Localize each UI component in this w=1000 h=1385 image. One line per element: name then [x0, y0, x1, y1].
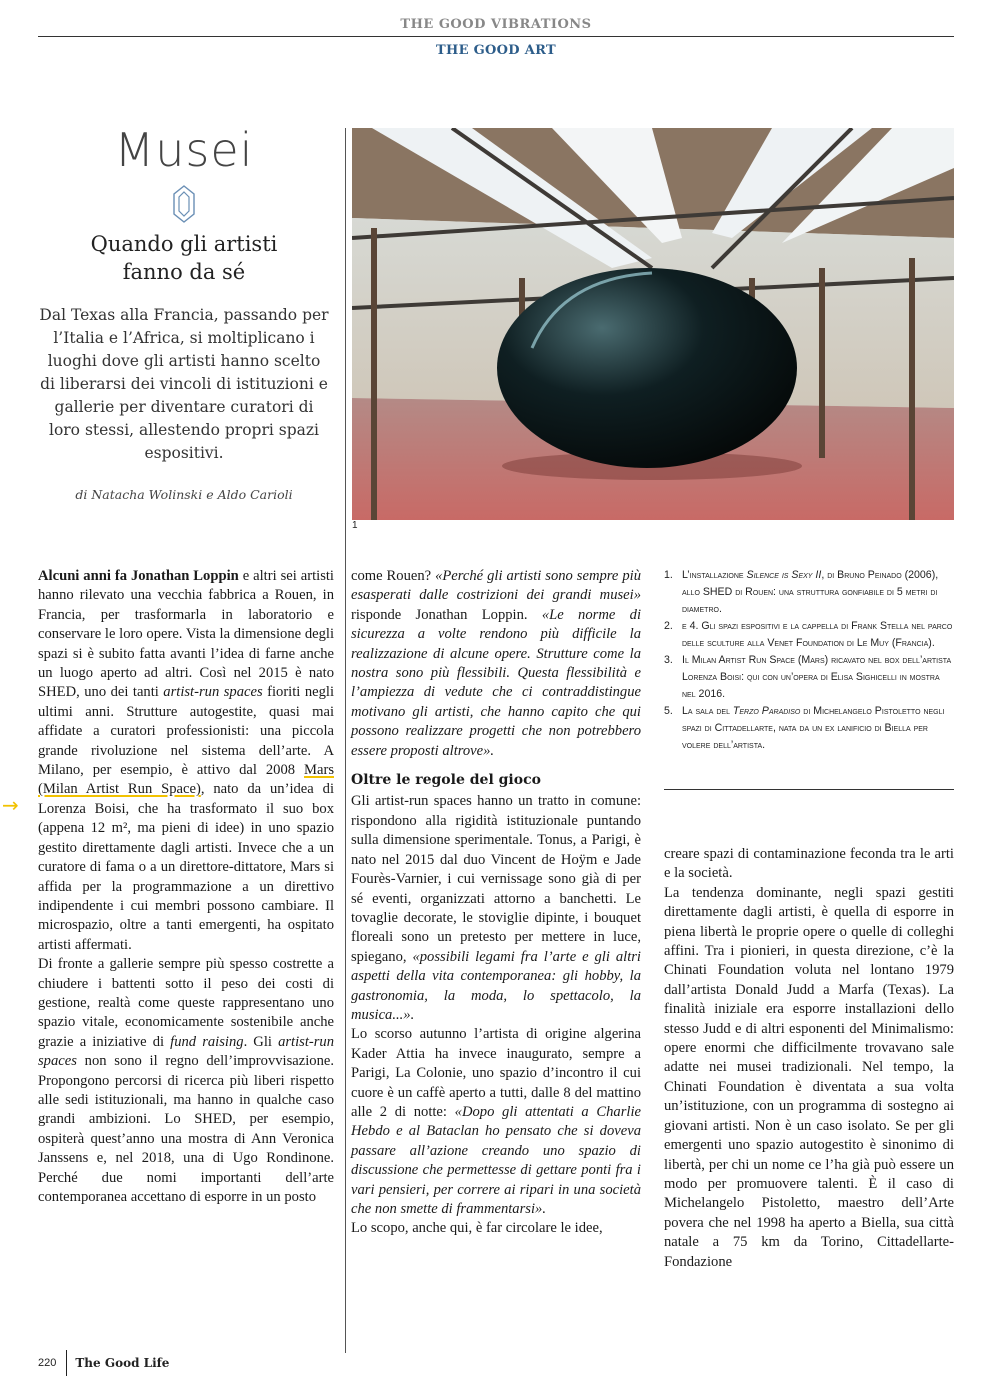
arrow-marker-icon: → [2, 793, 19, 817]
page-header [38, 14, 954, 65]
text-run: hanno un tratto in comune: rispondono alla rigidità istituzionale puntando sulla dimensione sperimentale. Tonus, a Parigi, è nato nel 2015 dal duo Vincent de Hoÿm e Jade Fourès-Varnier, i cui vernissage sono già di per sé eventi, organizzati attorno a banchetti. Le tovaglie decorate, le stoviglie dipinte, i bouquet floreali sono un pretesto per mettere in luce, spiegano, [351, 793, 642, 965]
text-run: risponde Jonathan Loppin. [351, 606, 542, 623]
body-column-3 [664, 845, 954, 1272]
article-byline: di Natacha Wolinski e Aldo Carioli [75, 487, 293, 502]
footer-divider [66, 1350, 67, 1376]
caption-item [664, 703, 954, 754]
text-run: di Michelangelo Pistoletto negli spazi di Cittadellarte, nata da un ex lanificio di Biella per volere dell’artista. [682, 705, 945, 751]
paragraph: La tendenza dominante, negli spazi gestiti direttamente dagli artisti, è quella di esporre in piena libertà le proprie opere o quelle di colleghi affini. Tra i pionieri, in questa direzione, c’è la Chinati Foundation voluta nel lontano 1979 dall’artista Donald Judd a Marfa (Texas). La finalità iniziale era esporre installazioni dello stesso Judd e di altri esponenti del Minimalismo: opere enormi che difficilmente trovavano sale adatte nei musei tradizionali. Nel tempo, la Chinati Foundation è diventata a sua volta un’istituzione, con un programma di sostegno ai giovani artisti. Non è un caso isolato. Se per gli emergenti uno spazio autogestito è sinonimo di libertà, per chi un nome ce l’ha già può essere un modo per promuovere talenti. È il caso di Michelangelo Pistoletto, maestro dell’Arte povera che nel 1998 ha aperto a Biella, sua città natale a 75 km da Torino, Cittadellarte-Fondazione [664, 884, 954, 1270]
hexagon-icon [172, 184, 196, 224]
article-dek: Dal Texas alla Francia, passando per l’Italia e l’Africa, si moltiplicano i luoghi dove gli artisti hanno scelto di liberarsi dei vincoli di istituzioni e gallerie per diventare curatori di loro stessi, allestendo propri spazi espositivi. [39, 306, 329, 462]
article-subtitle [38, 230, 330, 286]
photo-illustration [352, 128, 954, 520]
paragraph [351, 1025, 641, 1219]
article-title-block [38, 120, 330, 502]
quote: «Le norme di sicurezza a volte rendono più difficile la realizzazione di alcune opere. Strutture come la nostra sono più flessibili. Questa flessibilità e l’ampiezza di vedute che ci contraddistingue motivano gli artisti, che hanno capito che qui possono realizzare progetti che non potrebbero essere proposti altrove». [351, 606, 641, 759]
emphasis: artist-run spaces [38, 1033, 335, 1070]
paragraph: creare spazi di contaminazione feconda tra le arti e la società. [664, 846, 954, 882]
photo-captions [664, 567, 954, 754]
caption-number: 3. [664, 654, 673, 666]
text-run: come Rouen? [351, 568, 436, 584]
lead-in: Alcuni anni fa Jonathan Loppin [38, 568, 239, 584]
caption-item [664, 618, 954, 652]
magazine-name: The Good Life [75, 1356, 170, 1370]
paragraph: Lo scopo, anche qui, è far circolare le idee, [351, 1220, 603, 1237]
subtitle-line-2: fanno da sé [122, 260, 246, 284]
text-run: , di Bruno Peinado (2006), allo SHED di Rouen: una struttura gonfiabile di 5 metri di diametro. [682, 569, 939, 615]
column-divider [345, 128, 346, 1353]
body-column-1 [38, 567, 334, 1207]
text-run: L’installazione [682, 569, 747, 581]
quote: «Perché gli artisti sono sempre più esasperati dalle costrizioni dei grandi musei» [351, 568, 641, 604]
text-run: . Gli [243, 1033, 279, 1050]
emphasis: Silence is Sexy II [746, 569, 822, 581]
installation-photo [352, 128, 954, 520]
caption-number: 2. [664, 620, 673, 632]
text-run: e 4. Gli spazi espositivi e la cappella di Frank Stella nel parco delle sculture alla Venet Foundation di Le Muy (Francia). [682, 620, 953, 649]
quote: «possibili legami fra l’arte e gli altri aspetti della vita contemporanea: gli hobby, la gastronomia, la moda, lo spettacolo, la musica...». [351, 948, 641, 1023]
emphasis: Terzo Paradiso [732, 705, 801, 717]
caption-number: 1. [664, 569, 673, 581]
text-run: fioriti negli ultimi anni. Strutture autogestite, quasi mai affidate a curatori professionisti: una piccola grande rivoluzione nel sistema dell’arte. A Milano, per esempio, è attivo dal 2008 [38, 684, 334, 779]
caption-number: 5. [664, 705, 673, 717]
emphasis: artist-run spaces [163, 684, 263, 701]
text-run: non sono il regno dell’improvvisazione. Propongono percorsi di ricerca più liberi rispetto alle sedi istituzionali, ma hanno in qualche caso grandi ambizioni. Lo SHED, per esempio, ospiterà quest’anno una mostra di Ann Veronica Janssens e, nel 2018, una di Ugo Rondinone. Perché due nomi importanti dell’arte contemporanea accettano di esporre in un posto [38, 1053, 334, 1205]
text-run: Il Milan Artist Run Space (Mars) ricavato nel box dell’artista Lorenza Boisi: qui con un’opera di Elisa Sighicelli in mostra nel 2016. [682, 654, 952, 700]
body-column-2 [351, 567, 641, 1239]
subtitle-line-1: Quando gli artisti [90, 232, 278, 256]
subsection-title: THE GOOD ART [436, 43, 556, 58]
text-run: La sala del [682, 705, 733, 717]
highlighted-text: Mars (Milan Artist Run Space) [38, 762, 334, 798]
paragraph [38, 567, 334, 955]
paragraph [38, 955, 334, 1207]
page-number: 220 [38, 1357, 57, 1369]
text-run: Lo scorso autunno l’artista di origine algerina Kader Attia ha invece inaugurato, sempre a Parigi, La Colonie, uno spazio d’incontro il cui cuore è un caffè aperto a tutti, dalle 8 del mattino alle 2 di notte: [351, 1026, 641, 1120]
caption-text [682, 567, 954, 618]
text-run: Di fronte a gallerie sempre più spesso costrette a chiudere i battenti sotto il peso dei costi di gestione, realtà come queste rappresentano uno spazio vitale, economicamente sostenibile anche grazie a iniziative di [38, 956, 334, 1050]
text-run: Gli artist-run spaces [351, 793, 472, 810]
text-run: , nato da un’idea di Lorenza Boisi, che ha trasformato il suo box (appena 12 m², ma pieni di idee) in uno spazio gestito direttamente dagli artisti. Invece che a un curatore di fama o a un direttore-dittatore, Mars si affida per la programmazione a un direttivo indipendente i cui membri possono cambiare. Il microspazio, oltre a tanti emergenti, ha ospitato artisti affermati. [38, 781, 334, 953]
captions-rule [664, 789, 954, 790]
text-run: e altri sei artisti hanno rilevato una vecchia fabbrica a Rouen, in Francia, per trasformarla in laboratorio e conservare le loro opere. Vista la dimensione degli spazi si è subito fatta avanti l’idea di farne anche un luogo aperto ad altri. Così nel 2015 è nato SHED, uno dei tanti [38, 568, 334, 701]
photo-number: 1 [352, 520, 358, 531]
quote: «Dopo gli attentati a Charlie Hebdo e al Bataclan ho pensato che si doveva passare all’azione creando uno spazio di discussione che permettesse di gettare ponti fra i vari pensieri, per correre ai ripari in una società che non smette di frammentarsi». [351, 1103, 641, 1217]
section-title: THE GOOD VIBRATIONS [400, 17, 592, 32]
page-footer [38, 1350, 169, 1376]
caption-text [682, 703, 954, 754]
caption-item [664, 567, 954, 618]
paragraph [351, 792, 641, 1025]
caption-text [682, 652, 954, 703]
section-subhead: Oltre le regole del gioco [351, 772, 541, 789]
caption-text [682, 618, 954, 652]
emphasis: fund raising [170, 1033, 244, 1050]
caption-item [664, 652, 954, 703]
article-title: Musei [114, 123, 254, 177]
paragraph [351, 567, 641, 761]
